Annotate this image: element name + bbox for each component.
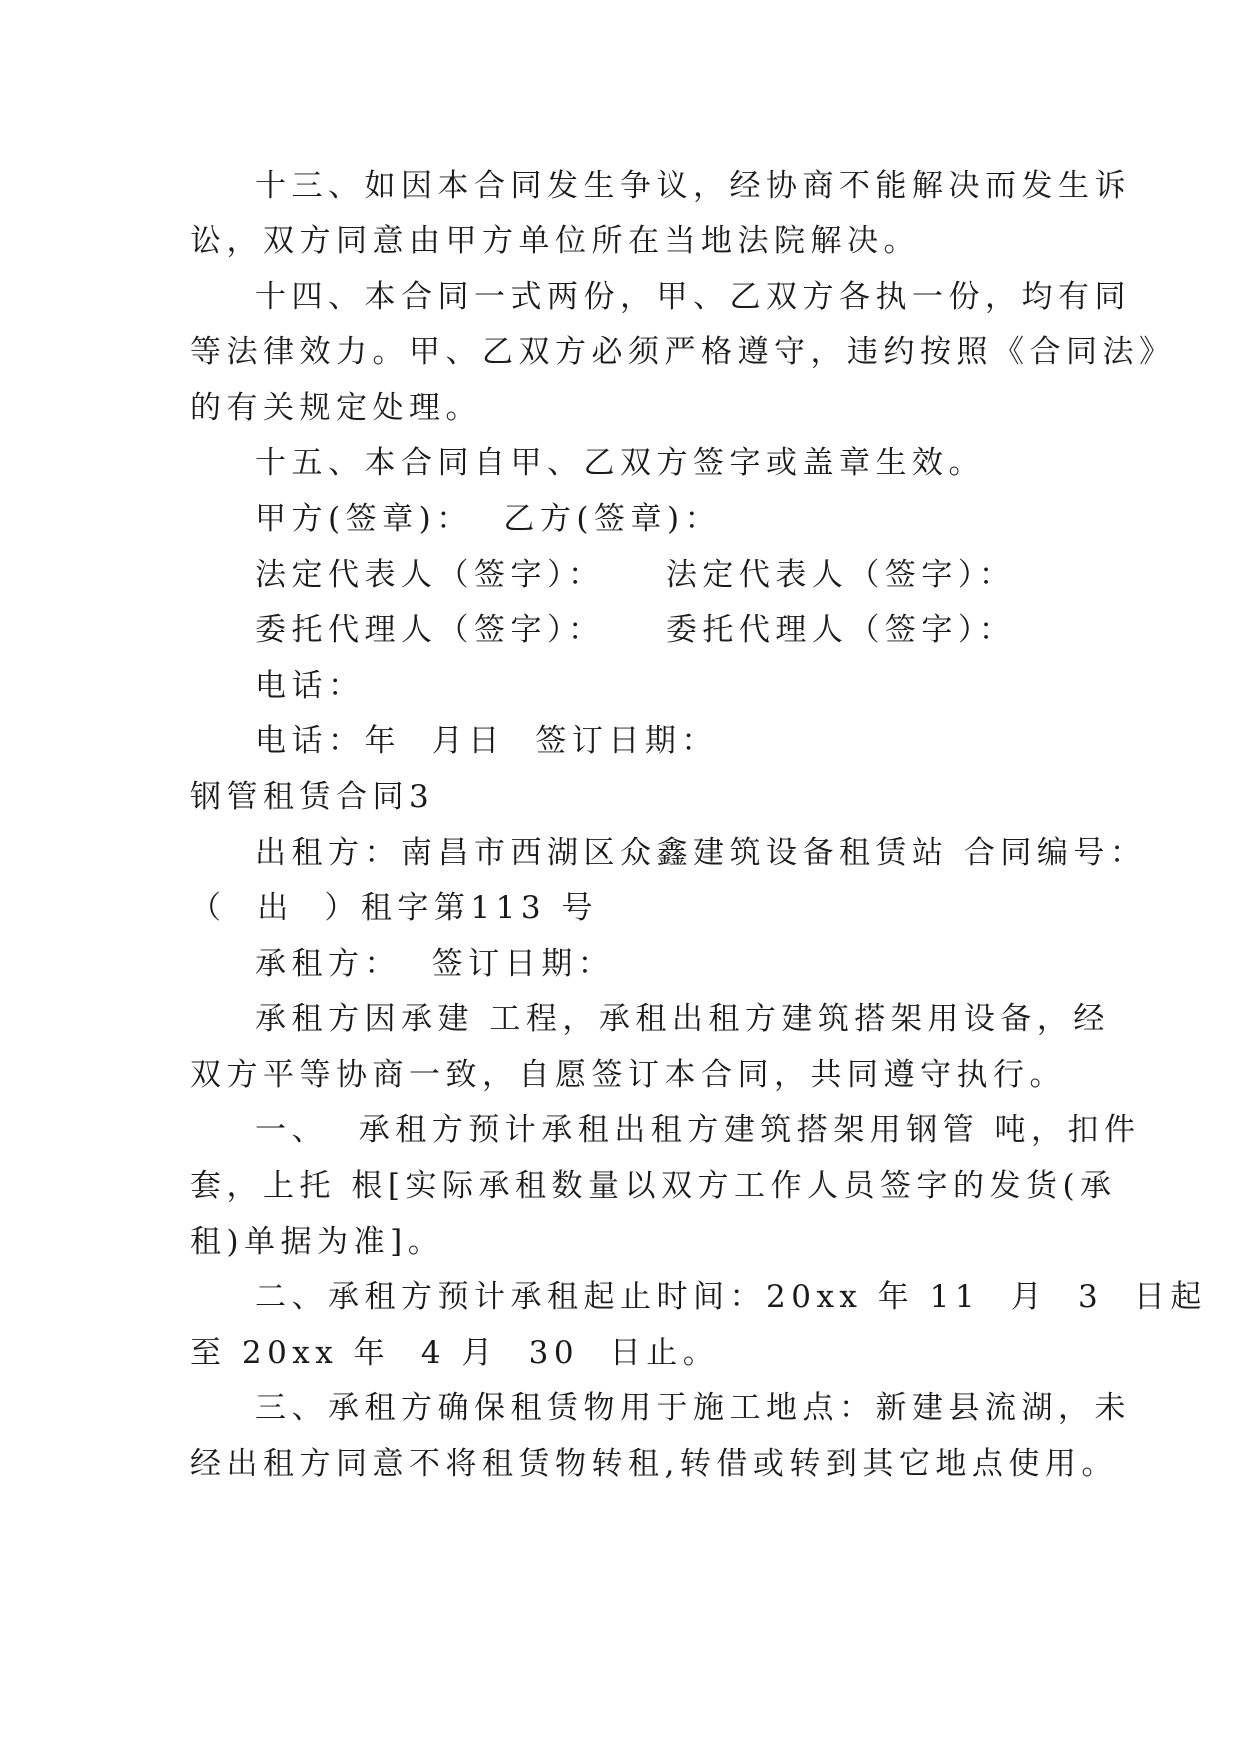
lessee-line: 承租方： 签订日期： (255, 946, 615, 982)
contract-3-title: 钢管租赁合同3 (190, 779, 435, 815)
item-1-line-2: 套，上托 根[实际承租数量以双方工作人员签字的发货(承 (190, 1168, 1117, 1204)
item-3-line-2: 经出租方同意不将租赁物转租,转借或转到其它地点使用。 (190, 1446, 1118, 1482)
lessor-line-2: （ 出 ）租字第113 号 (190, 890, 598, 926)
intro-line-1: 承租方因承建 工程，承租出租方建筑搭架用设备，经 (255, 1001, 1110, 1037)
clause-14-line-3: 的有关规定处理。 (190, 390, 482, 426)
agent-line: 委托代理人（签字）： 委托代理人（签字）： (255, 612, 1016, 648)
item-2-line-1: 二、承租方预计承租起止时间：20xx 年 11 月 3 日起 (255, 1279, 1207, 1315)
lessor-line-1: 出租方：南昌市西湖区众鑫建筑设备租赁站 合同编号： (255, 835, 1147, 871)
item-2-line-2: 至 20xx 年 4 月 30 日止。 (190, 1335, 720, 1371)
item-1-line-3: 租)单据为准]。 (190, 1224, 445, 1260)
item-1-line-1: 一、 承租方预计承租出租方建筑搭架用钢管 吨，扣件 (255, 1112, 1141, 1148)
intro-line-2: 双方平等协商一致，自愿签订本合同，共同遵守执行。 (190, 1057, 1066, 1093)
clause-15: 十五、本合同自甲、乙双方签字或盖章生效。 (255, 445, 985, 481)
clause-13-line-2: 讼，双方同意由甲方单位所在当地法院解决。 (190, 223, 920, 259)
clause-13-line-1: 十三、如因本合同发生争议，经协商不能解决而发生诉 (255, 168, 1131, 204)
legal-rep-line: 法定代表人（签字）： 法定代表人（签字）： (255, 557, 1016, 593)
phone-line-1: 电话： (255, 668, 365, 704)
item-3-line-1: 三、承租方确保租赁物用于施工地点：新建县流湖，未 (255, 1390, 1131, 1426)
phone-date-line: 电话：年 月日 签订日期： (255, 723, 718, 759)
party-seal-line: 甲方(签章)： 乙方(签章)： (255, 501, 722, 537)
clause-14-line-1: 十四、本合同一式两份，甲、乙双方各执一份，均有同 (255, 279, 1131, 315)
clause-14-line-2: 等法律效力。甲、乙双方必须严格遵守，违约按照《合同法》 (190, 334, 1176, 370)
